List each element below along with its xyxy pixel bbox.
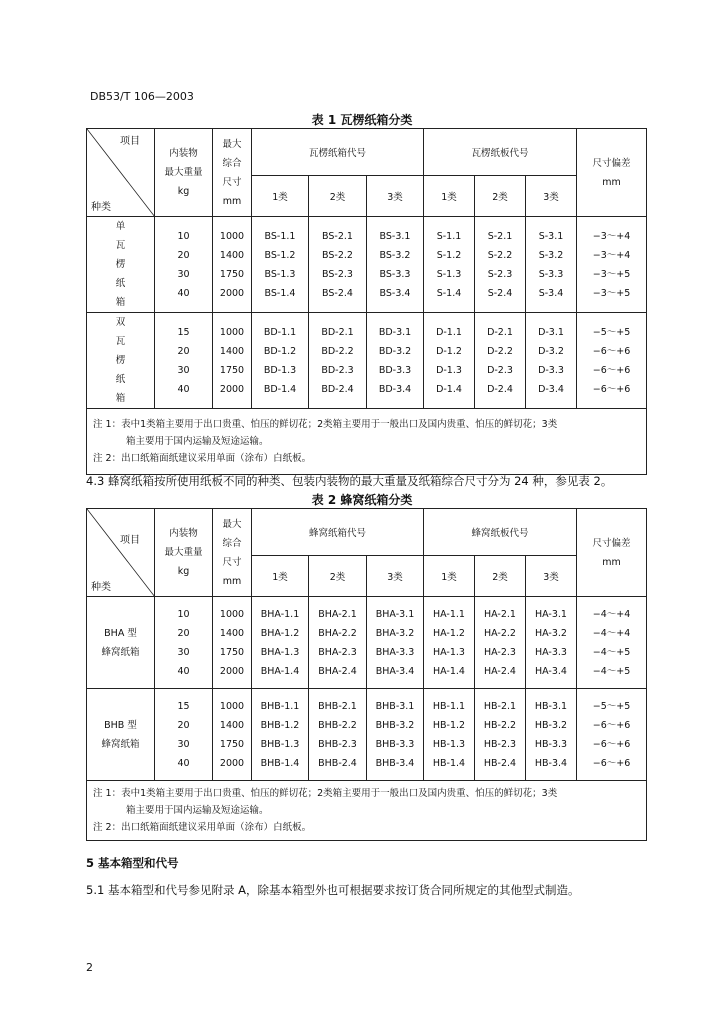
header-weight: 内装物 最大重量 kg xyxy=(155,129,213,217)
paragraph-5-1: 5.1 基本箱型和代号参见附录 A，除基本箱型外也可根据要求按订货合同所规定的其他型式制造。 xyxy=(86,883,580,897)
table-row xyxy=(87,597,647,689)
group-kind: BHB 型 蜂窝纸箱 xyxy=(87,689,155,781)
table1-caption: 表 1 瓦楞纸箱分类 xyxy=(311,113,413,127)
deviation-cell: −5～+5 −6～+6 −6～+6 −6～+6 xyxy=(577,689,647,781)
header-class-2: 2类 xyxy=(475,556,526,597)
board-code-cell: HB-1.1 HB-1.2 HB-1.3 HB-1.4 xyxy=(424,689,475,781)
header-deviation: 尺寸偏差 mm xyxy=(577,129,647,217)
header-board-code: 蜂窝纸板代号 xyxy=(424,509,577,556)
box-code-cell: BHB-2.1 BHB-2.2 BHB-2.3 BHB-2.4 xyxy=(309,689,367,781)
table1-diagonal-header xyxy=(87,129,155,217)
box-code-cell: BHB-3.1 BHB-3.2 BHB-3.3 BHB-3.4 xyxy=(367,689,424,781)
box-code-cell: BD-2.1 BD-2.2 BD-2.3 BD-2.4 xyxy=(309,313,367,409)
box-code-cell: BS-2.1 BS-2.2 BS-2.3 BS-2.4 xyxy=(309,217,367,313)
table1 xyxy=(86,128,647,475)
board-code-cell: HA-3.1 HA-3.2 HA-3.3 HA-3.4 xyxy=(526,597,577,689)
section-5-heading: 5 基本箱型和代号 xyxy=(86,856,179,870)
note-2: 注 2：出口纸箱面纸建议采用单面（涂布）白纸板。 xyxy=(93,822,312,833)
header-class-3: 3类 xyxy=(367,176,424,217)
group-kind: 双 瓦 楞 纸 箱 xyxy=(87,313,155,409)
weight-cell: 10 20 30 40 xyxy=(155,217,213,313)
table1-notes xyxy=(87,409,647,475)
header-item-label: 项目 xyxy=(120,535,140,546)
header-size: 最大 综合 尺寸 mm xyxy=(213,509,252,597)
board-code-cell: HB-2.1 HB-2.2 HB-2.3 HB-2.4 xyxy=(475,689,526,781)
header-size: 最大 综合 尺寸 mm xyxy=(213,129,252,217)
deviation-cell: −4～+4 −4～+4 −4～+5 −4～+5 xyxy=(577,597,647,689)
box-code-cell: BHB-1.1 BHB-1.2 BHB-1.3 BHB-1.4 xyxy=(252,689,309,781)
weight-cell: 15 20 30 40 xyxy=(155,313,213,409)
deviation-cell: −5～+5 −6～+6 −6～+6 −6～+6 xyxy=(577,313,647,409)
board-code-cell: S-2.1 S-2.2 S-2.3 S-2.4 xyxy=(475,217,526,313)
table2-caption: 表 2 蜂窝纸箱分类 xyxy=(311,493,413,507)
board-code-cell: D-3.1 D-3.2 D-3.3 D-3.4 xyxy=(526,313,577,409)
box-code-cell: BHA-1.1 BHA-1.2 BHA-1.3 BHA-1.4 xyxy=(252,597,309,689)
page-number: 2 xyxy=(86,961,93,974)
note-1-continued: 箱主要用于国内运输及短途运输。 xyxy=(126,805,269,816)
header-class-2: 2类 xyxy=(309,176,367,217)
board-code-cell: S-1.1 S-1.2 S-1.3 S-1.4 xyxy=(424,217,475,313)
size-cell: 1000 1400 1750 2000 xyxy=(213,597,252,689)
board-code-cell: HA-1.1 HA-1.2 HA-1.3 HA-1.4 xyxy=(424,597,475,689)
header-class-1: 1类 xyxy=(424,556,475,597)
box-code-cell: BS-3.1 BS-3.2 BS-3.3 BS-3.4 xyxy=(367,217,424,313)
header-class-3: 3类 xyxy=(367,556,424,597)
header-class-1: 1类 xyxy=(424,176,475,217)
table2 xyxy=(86,508,647,841)
table-row xyxy=(87,313,647,409)
note-1-continued: 箱主要用于国内运输及短途运输。 xyxy=(126,436,269,447)
weight-cell: 10 20 30 40 xyxy=(155,597,213,689)
board-code-cell: D-2.1 D-2.2 D-2.3 D-2.4 xyxy=(475,313,526,409)
box-code-cell: BD-3.1 BD-3.2 BD-3.3 BD-3.4 xyxy=(367,313,424,409)
weight-cell: 15 20 30 40 xyxy=(155,689,213,781)
box-code-cell: BHA-2.1 BHA-2.2 BHA-2.3 BHA-2.4 xyxy=(309,597,367,689)
table2-notes xyxy=(87,781,647,841)
box-code-cell: BD-1.1 BD-1.2 BD-1.3 BD-1.4 xyxy=(252,313,309,409)
document-code: DB53/T 106—2003 xyxy=(90,90,194,103)
header-class-1: 1类 xyxy=(252,556,309,597)
header-class-2: 2类 xyxy=(475,176,526,217)
header-deviation: 尺寸偏差 mm xyxy=(577,509,647,597)
header-weight: 内装物 最大重量 kg xyxy=(155,509,213,597)
board-code-cell: HB-3.1 HB-3.2 HB-3.3 HB-3.4 xyxy=(526,689,577,781)
deviation-cell: −3～+4 −3～+4 −3～+5 −3～+5 xyxy=(577,217,647,313)
board-code-cell: S-3.1 S-3.2 S-3.3 S-3.4 xyxy=(526,217,577,313)
header-kind-label: 种类 xyxy=(91,582,111,593)
board-code-cell: D-1.1 D-1.2 D-1.3 D-1.4 xyxy=(424,313,475,409)
header-class-1: 1类 xyxy=(252,176,309,217)
note-2: 注 2：出口纸箱面纸建议采用单面（涂布）白纸板。 xyxy=(93,453,312,464)
box-code-cell: BS-1.1 BS-1.2 BS-1.3 BS-1.4 xyxy=(252,217,309,313)
table2-diagonal-header xyxy=(87,509,155,597)
table-row xyxy=(87,689,647,781)
size-cell: 1000 1400 1750 2000 xyxy=(213,689,252,781)
header-item-label: 项目 xyxy=(120,136,140,147)
header-box-code: 瓦楞纸箱代号 xyxy=(252,129,424,176)
paragraph-4-3: 4.3 蜂窝纸箱按所使用纸板不同的种类、包装内装物的最大重量及纸箱综合尺寸分为 24 种，参见表 2。 xyxy=(86,474,613,488)
table-row xyxy=(87,217,647,313)
header-board-code: 瓦楞纸板代号 xyxy=(424,129,577,176)
header-class-2: 2类 xyxy=(309,556,367,597)
size-cell: 1000 1400 1750 2000 xyxy=(213,313,252,409)
group-kind: 单 瓦 楞 纸 箱 xyxy=(87,217,155,313)
header-class-3: 3类 xyxy=(526,176,577,217)
header-class-3: 3类 xyxy=(526,556,577,597)
board-code-cell: HA-2.1 HA-2.2 HA-2.3 HA-2.4 xyxy=(475,597,526,689)
header-kind-label: 种类 xyxy=(91,202,111,213)
group-kind: BHA 型 蜂窝纸箱 xyxy=(87,597,155,689)
size-cell: 1000 1400 1750 2000 xyxy=(213,217,252,313)
note-1: 注 1：表中1类箱主要用于出口贵重、怕压的鲜切花；2类箱主要用于一般出口及国内贵重、怕压的鲜切花；3类 xyxy=(93,788,558,799)
header-box-code: 蜂窝纸箱代号 xyxy=(252,509,424,556)
note-1: 注 1：表中1类箱主要用于出口贵重、怕压的鲜切花；2类箱主要用于一般出口及国内贵重、怕压的鲜切花；3类 xyxy=(93,419,558,430)
box-code-cell: BHA-3.1 BHA-3.2 BHA-3.3 BHA-3.4 xyxy=(367,597,424,689)
